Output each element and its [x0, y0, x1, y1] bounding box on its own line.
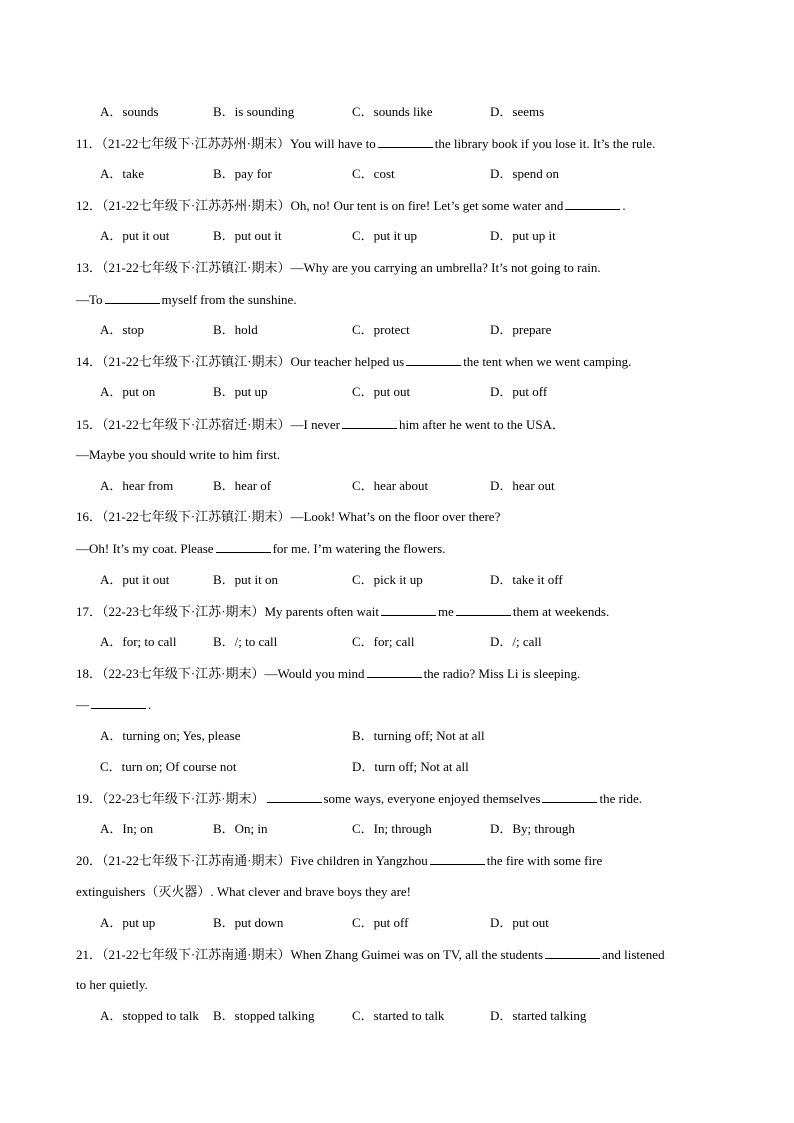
q15-suffix: him after he went to the USA． [398, 417, 566, 432]
q11-option-c[interactable]: C．cost [352, 166, 395, 181]
q20-prefix: 20．（21-22七年级下·江苏南通·期末）Five children in Yangzhou [76, 853, 428, 868]
q16-blank [216, 540, 271, 553]
q21-suffix: and listened [602, 947, 665, 962]
q18-blank [367, 665, 422, 678]
q16-line2-suffix: for me. I’m watering the flowers. [272, 541, 446, 556]
q20-option-b[interactable]: B．put down [213, 915, 284, 930]
q16-option-d[interactable]: D．take it off [490, 572, 563, 587]
q18-stem [76, 665, 580, 682]
q14-prefix: 14．（21-22七年级下·江苏镇江·期末）Our teacher helped us [76, 354, 405, 369]
q13-stem-line2 [76, 291, 297, 308]
q12-suffix: . [622, 198, 626, 213]
q11-option-a[interactable]: A．take [100, 166, 145, 181]
q13-line2-suffix: myself from the sunshine. [161, 292, 297, 307]
q15-stem-line2: —Maybe you should write to him first. [76, 447, 281, 462]
q10-option-b[interactable]: B．is sounding [213, 104, 295, 119]
q18-option-d[interactable]: D．turn off; Not at all [352, 759, 469, 774]
q18-suffix: the radio? Miss Li is sleeping. [423, 666, 581, 681]
q20-blank [430, 852, 485, 865]
q12-option-d[interactable]: D．put up it [490, 228, 556, 243]
q18-blank-2 [91, 696, 146, 709]
q13-stem: 13．（21-22七年级下·江苏镇江·期末）—Why are you carrying an umbrella? It’s not going to rain. [76, 260, 601, 275]
q14-blank [406, 353, 461, 366]
q18-line2-prefix: — [76, 697, 89, 712]
q12-prefix: 12．（21-22七年级下·江苏苏州·期末）Oh, no! Our tent is on fire! Let’s get some water and [76, 198, 564, 213]
q15-option-c[interactable]: C．hear about [352, 478, 429, 493]
q15-option-a[interactable]: A．hear from [100, 478, 174, 493]
q20-option-c[interactable]: C．put off [352, 915, 409, 930]
q21-option-d[interactable]: D．started talking [490, 1008, 587, 1023]
q20-option-d[interactable]: D．put out [490, 915, 549, 930]
q19-suffix: the ride. [599, 791, 643, 806]
q17-option-d[interactable]: D．/; call [490, 634, 542, 649]
q19-option-c[interactable]: C．In; through [352, 821, 432, 836]
q21-option-b[interactable]: B．stopped talking [213, 1008, 315, 1023]
q17-prefix: 17．（22-23七年级下·江苏·期末）My parents often wait [76, 604, 379, 619]
q21-prefix: 21．（21-22七年级下·江苏南通·期末）When Zhang Guimei was on TV, all the students [76, 947, 544, 962]
q11-option-d[interactable]: D．spend on [490, 166, 559, 181]
q10-option-d[interactable]: D．seems [490, 104, 545, 119]
q12-option-b[interactable]: B．put out it [213, 228, 282, 243]
q17-option-c[interactable]: C．for; call [352, 634, 415, 649]
q12-stem [76, 197, 626, 214]
q21-option-c[interactable]: C．started to talk [352, 1008, 445, 1023]
q17-blank-2 [456, 603, 511, 616]
q20-suffix: the fire with some fire [486, 853, 603, 868]
q14-option-b[interactable]: B．put up [213, 384, 268, 399]
q11-option-b[interactable]: B．pay for [213, 166, 272, 181]
q13-blank [105, 291, 160, 304]
q13-line2-prefix: —To [76, 292, 103, 307]
q19-mid: some ways, everyone enjoyed themselves [323, 791, 541, 806]
q16-option-b[interactable]: B．put it on [213, 572, 279, 587]
q20-stem-line2: extinguishers（灭火器）. What clever and brave boys they are! [76, 884, 412, 899]
q19-blank-2 [542, 790, 597, 803]
q18-prefix: 18．（22-23七年级下·江苏·期末）—Would you mind [76, 666, 365, 681]
q16-stem-line2 [76, 540, 445, 557]
q14-suffix: the tent when we went camping. [463, 354, 632, 369]
q20-stem [76, 852, 602, 869]
q11-suffix: the library book if you lose it. It’s the rule. [434, 136, 656, 151]
q21-blank [545, 946, 600, 959]
q17-option-b[interactable]: B．/; to call [213, 634, 278, 649]
q19-blank-1 [267, 790, 322, 803]
q13-option-d[interactable]: D．prepare [490, 322, 552, 337]
q16-option-c[interactable]: C．pick it up [352, 572, 423, 587]
q19-option-d[interactable]: D．By; through [490, 821, 575, 836]
q10-option-a[interactable]: A．sounds [100, 104, 159, 119]
q21-stem [76, 946, 665, 963]
q10-option-c[interactable]: C．sounds like [352, 104, 433, 119]
q13-option-b[interactable]: B．hold [213, 322, 258, 337]
q18-option-c[interactable]: C．turn on; Of course not [100, 759, 237, 774]
q18-option-a[interactable]: A．turning on; Yes, please [100, 728, 241, 743]
q19-prefix: 19．（22-23七年级下·江苏·期末） [76, 791, 265, 806]
q19-stem [76, 790, 642, 807]
q14-stem [76, 353, 631, 370]
q13-option-c[interactable]: C．protect [352, 322, 410, 337]
q14-option-c[interactable]: C．put out [352, 384, 411, 399]
q11-prefix: 11．（21-22七年级下·江苏苏州·期末）You will have to [76, 136, 376, 151]
q17-mid: me [437, 604, 454, 619]
q11-stem [76, 135, 655, 152]
q14-option-d[interactable]: D．put off [490, 384, 548, 399]
q17-option-a[interactable]: A．for; to call [100, 634, 177, 649]
q14-option-a[interactable]: A．put on [100, 384, 156, 399]
q13-option-a[interactable]: A．stop [100, 322, 145, 337]
q11-blank [378, 135, 433, 148]
q16-line2-prefix: —Oh! It’s my coat. Please [76, 541, 214, 556]
q15-stem [76, 416, 565, 433]
q15-option-b[interactable]: B．hear of [213, 478, 272, 493]
q15-prefix: 15．（21-22七年级下·江苏宿迁·期末）—I never [76, 417, 340, 432]
q16-stem: 16．（21-22七年级下·江苏镇江·期末）—Look! What’s on the floor over there? [76, 509, 501, 524]
q17-blank-1 [381, 603, 436, 616]
q18-line2-suffix: . [148, 697, 152, 712]
q19-option-a[interactable]: A．In; on [100, 821, 154, 836]
q12-blank [565, 197, 620, 210]
q21-option-a[interactable]: A．stopped to talk [100, 1008, 199, 1023]
q12-option-c[interactable]: C．put it up [352, 228, 418, 243]
q18-option-b[interactable]: B．turning off; Not at all [352, 728, 485, 743]
q19-option-b[interactable]: B．On; in [213, 821, 268, 836]
q12-option-a[interactable]: A．put it out [100, 228, 170, 243]
q17-stem [76, 603, 609, 620]
q20-option-a[interactable]: A．put up [100, 915, 156, 930]
q16-option-a[interactable]: A．put it out [100, 572, 170, 587]
q18-stem-line2 [76, 696, 151, 713]
q15-option-d[interactable]: D．hear out [490, 478, 555, 493]
q15-blank [342, 416, 397, 429]
q21-stem-line2: to her quietly. [76, 977, 148, 992]
q17-suffix: them at weekends. [512, 604, 610, 619]
